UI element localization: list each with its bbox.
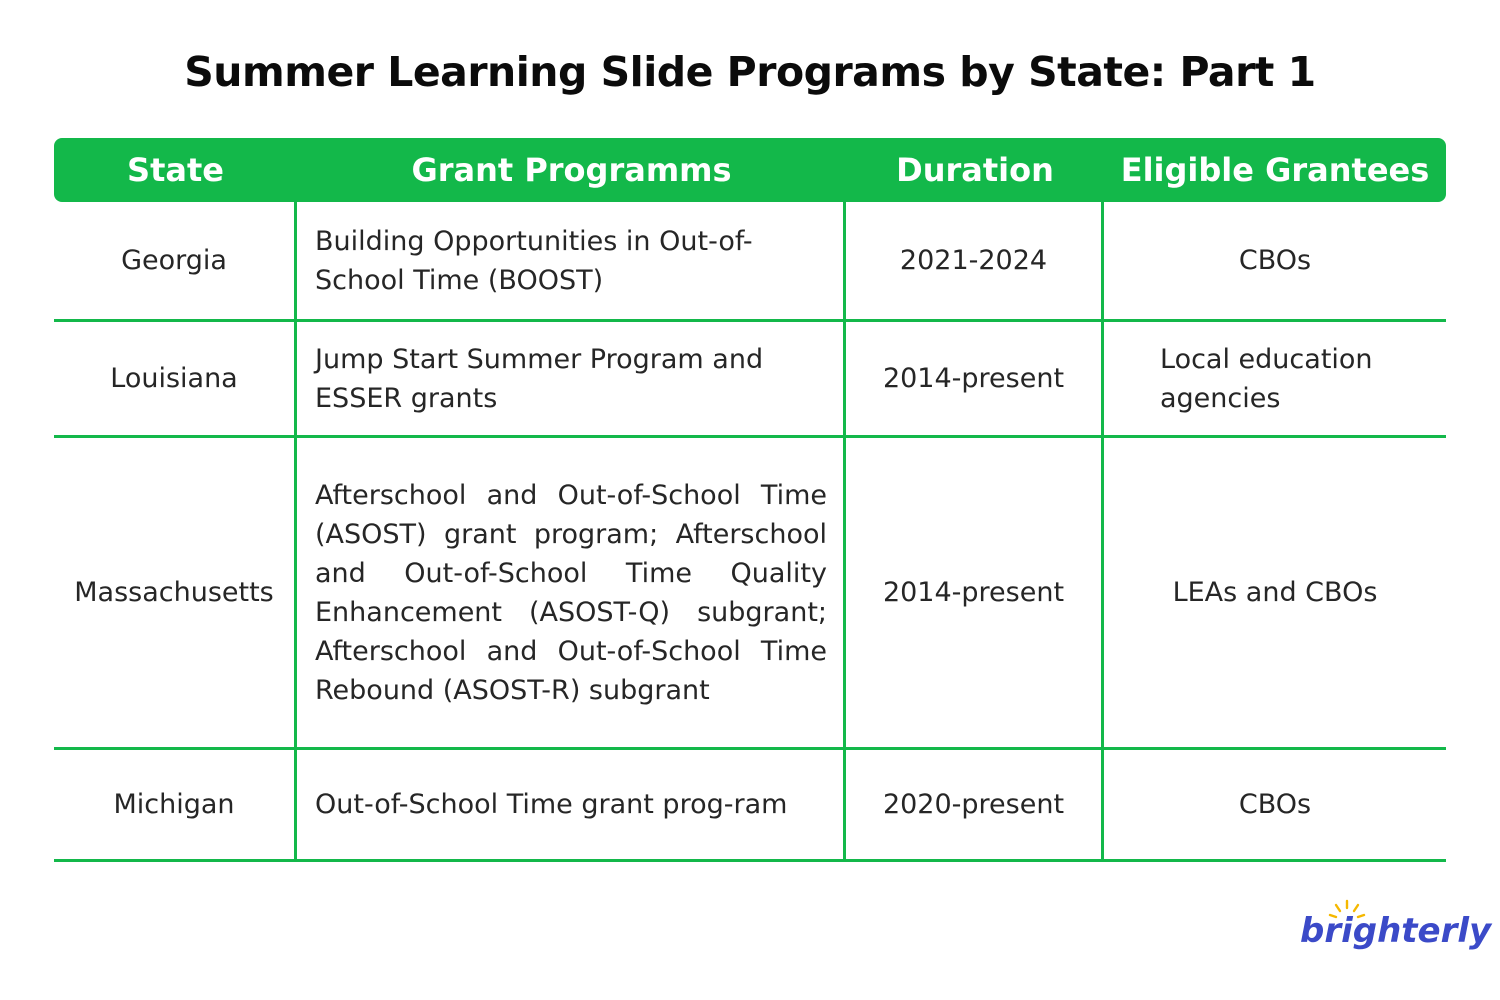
state-cell: Louisiana <box>54 322 297 435</box>
grant-cell: Jump Start Summer Program and ESSER grants <box>297 322 846 435</box>
page-title: Summer Learning Slide Programs by State: Part 1 <box>184 48 1316 96</box>
logo-text: brighterly <box>1300 911 1492 951</box>
header-state: State <box>127 151 224 189</box>
header-eligible-grantees: Eligible Grantees <box>1120 151 1430 189</box>
table-row <box>54 322 1446 438</box>
state-cell: Georgia <box>54 202 297 319</box>
state-cell: Massachusetts <box>54 438 297 747</box>
duration-cell: 2014-present <box>846 322 1104 435</box>
duration-cell: 2020-present <box>846 750 1104 859</box>
state-cell: Michigan <box>54 750 297 859</box>
eligible-cell: CBOs <box>1238 789 1312 820</box>
table-row <box>54 438 1446 750</box>
header-duration: Duration <box>896 151 1054 189</box>
header-grant-programs: Grant Programms <box>411 151 732 189</box>
eligible-cell: LEAs and CBOs <box>1172 577 1378 608</box>
table-row <box>54 750 1446 862</box>
programs-table <box>54 138 1446 862</box>
grant-cell: Afterschool and Out-of-School Time (ASOST) grant program; Afterschool and Out-of-School Time Quality Enhancement (ASOST-Q) subgrant; Afterschool and Out-of-School Time Rebound (ASOST-R) subgrant <box>297 438 846 747</box>
duration-cell: 2021-2024 <box>846 202 1104 319</box>
table-header <box>54 138 1446 202</box>
eligible-cell: CBOs <box>1238 245 1312 276</box>
brighterly-logo <box>1300 898 1492 958</box>
duration-cell: 2014-present <box>846 438 1104 747</box>
table-row <box>54 202 1446 322</box>
grant-cell: Out-of-School Time grant prog-ram <box>297 750 846 859</box>
eligible-cell: Local education agencies <box>1160 343 1373 414</box>
grant-cell: Building Opportunities in Out-of-School Time (BOOST) <box>297 202 846 319</box>
